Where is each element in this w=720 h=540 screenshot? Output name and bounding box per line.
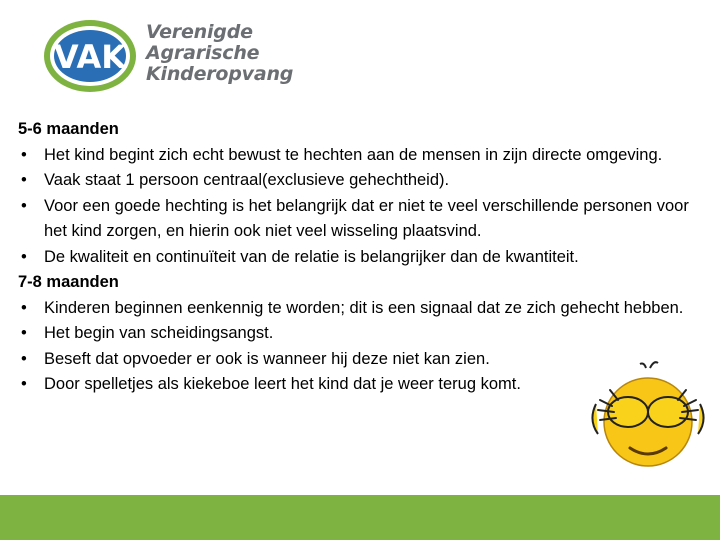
bullet: • — [21, 247, 27, 266]
logo-line-1: Verenigde — [146, 21, 253, 43]
bullet: • — [21, 196, 27, 215]
list-item-text: De kwaliteit en continuïteit van de relatie is belangrijker dan de kwantiteit. — [44, 247, 579, 266]
section-heading: 7-8 maanden — [18, 273, 119, 291]
footer-bar — [0, 495, 720, 540]
list-item — [18, 245, 698, 271]
list-item — [18, 168, 698, 194]
list-item-text: Kinderen beginnen eenkennig te worden; dit is een signaal dat ze zich gehecht hebben. — [44, 298, 684, 317]
bullet: • — [21, 375, 27, 393]
bullet: • — [21, 298, 27, 317]
bullet: • — [21, 324, 27, 342]
logo-badge-text: VAK — [53, 38, 127, 76]
peekaboo-smiley-icon — [588, 360, 708, 480]
list-item-text: Het begin van scheidingsangst. — [44, 324, 274, 342]
vak-badge-icon — [42, 18, 138, 94]
list-item-text: Beseft dat opvoeder er ook is wanneer hij deze niet kan zien. — [44, 349, 490, 368]
list-item-text: Vaak staat 1 persoon centraal(exclusieve gehechtheid). — [44, 171, 450, 189]
logo-wordmark — [146, 22, 293, 85]
bullet: • — [21, 145, 27, 164]
vak-logo — [42, 18, 292, 98]
list-item — [18, 321, 698, 347]
list-item-text: Het kind begint zich echt bewust te hechten aan de mensen in zijn directe omgeving. — [44, 145, 663, 164]
list-item — [18, 143, 698, 169]
list-item-text: Voor een goede hechting is het belangrijk dat er niet te veel verschillende personen voor het kind zorgen, en hierin ook niet veel wisseling plaatsvind. — [44, 196, 689, 240]
bullet: • — [21, 171, 27, 189]
section-heading: 5-6 maanden — [18, 120, 119, 138]
logo-line-2: Agrarische — [146, 42, 260, 64]
list-item — [18, 296, 698, 322]
slide-content — [18, 117, 698, 398]
bullet: • — [21, 349, 27, 368]
logo-line-3: Kinderopvang — [146, 63, 294, 85]
list-item — [18, 194, 698, 245]
list-item-text: Door spelletjes als kiekeboe leert het kind dat je weer terug komt. — [44, 375, 521, 393]
